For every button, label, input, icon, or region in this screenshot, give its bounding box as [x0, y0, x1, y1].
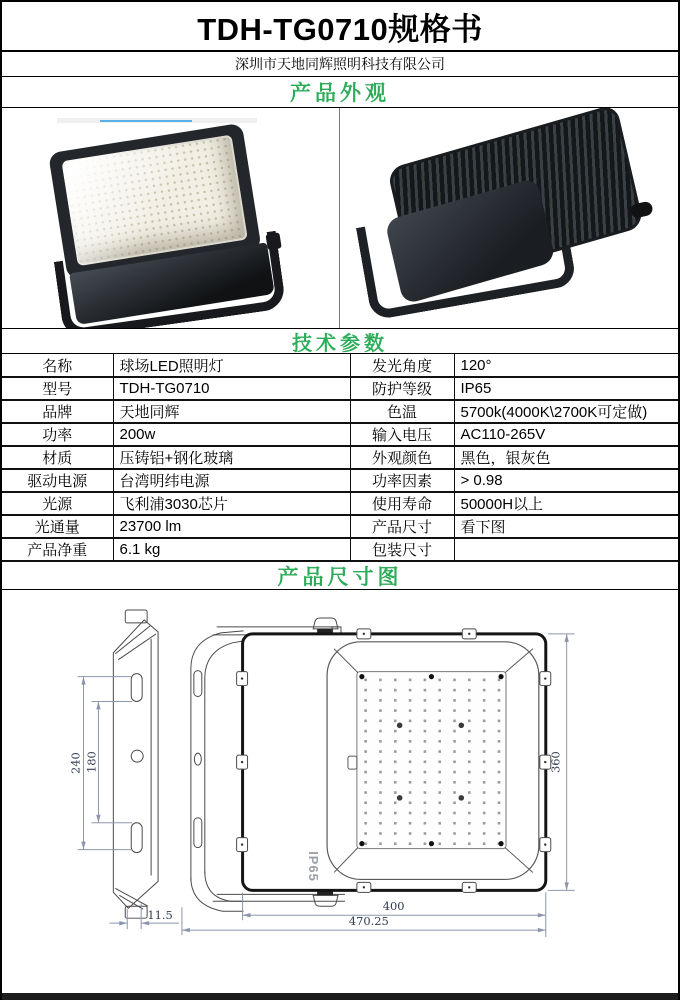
spec-table — [2, 354, 678, 562]
spec-label: 产品净重 — [2, 538, 113, 561]
section-appearance-header — [2, 77, 678, 108]
spec-value: 球场LED照明灯 — [113, 354, 350, 377]
spec-label: 防护等级 — [350, 377, 454, 400]
spec-label: 功率因素 — [350, 469, 454, 492]
floodlight-back-illustration — [352, 108, 673, 328]
spec-label: 驱动电源 — [2, 469, 113, 492]
dim-11-5: 11.5 — [147, 908, 173, 923]
section-specs-label: 技术参数 — [292, 332, 388, 355]
spec-value: 飞利浦3030芯片 — [113, 492, 350, 515]
dim-180: 180 — [84, 751, 99, 774]
spec-value: 压铸铝+钢化玻璃 — [113, 446, 350, 469]
spec-label: 外观颜色 — [350, 446, 454, 469]
bracket-side-view — [113, 610, 158, 918]
spec-value: IP65 — [454, 377, 678, 400]
dim-240: 240 — [68, 752, 83, 775]
front-view-body — [237, 629, 551, 892]
bottom-edge-strip — [0, 993, 680, 1000]
table-row — [2, 515, 678, 538]
section-appearance-label: 产品外观 — [290, 82, 390, 105]
spec-label: 色温 — [350, 400, 454, 423]
spec-value: 黑色，银灰色 — [454, 446, 678, 469]
table-row — [2, 423, 678, 446]
ip65-rotated-label: IP65 — [306, 851, 322, 882]
spec-label: 产品尺寸 — [350, 515, 454, 538]
product-photo-front — [2, 108, 340, 328]
spec-label: 名称 — [2, 354, 113, 377]
spec-value: 23700 lm — [113, 515, 350, 538]
spec-value: TDH-TG0710 — [113, 377, 350, 400]
spec-label: 材质 — [2, 446, 113, 469]
spec-label: 使用寿命 — [350, 492, 454, 515]
table-row — [2, 469, 678, 492]
table-row — [2, 492, 678, 515]
spec-value: 台湾明纬电源 — [113, 469, 350, 492]
spec-label: 品牌 — [2, 400, 113, 423]
dim-360: 360 — [548, 751, 563, 774]
spec-value: 天地同辉 — [113, 400, 350, 423]
section-specs-header — [2, 329, 678, 354]
spec-value: AC110-265V — [454, 423, 678, 446]
photo-artifact-blue-line — [100, 120, 192, 122]
spec-label: 功率 — [2, 423, 113, 446]
product-photo-back — [340, 108, 677, 328]
dimension-diagram — [2, 590, 678, 971]
dim-470-25: 470.25 — [348, 914, 389, 929]
spec-value: 看下图 — [454, 515, 678, 538]
section-dimensions-header — [2, 562, 678, 590]
table-row — [2, 538, 678, 561]
spec-label: 包装尺寸 — [350, 538, 454, 561]
spec-label: 型号 — [2, 377, 113, 400]
dimension-drawing — [2, 590, 678, 971]
spec-value: 120° — [454, 354, 678, 377]
table-row — [2, 354, 678, 377]
spec-label: 输入电压 — [350, 423, 454, 446]
side-knob — [265, 232, 281, 250]
title-row — [2, 2, 678, 52]
spec-label: 光通量 — [2, 515, 113, 538]
table-row — [2, 400, 678, 423]
spec-value: 6.1 kg — [113, 538, 350, 561]
section-dimensions-label: 产品尺寸图 — [277, 565, 403, 589]
floodlight-front-illustration — [47, 113, 283, 328]
spec-label: 光源 — [2, 492, 113, 515]
spec-value: 5700k(4000K\2700K可定做) — [454, 400, 678, 423]
page-title: TDH-TG0710规格书 — [197, 11, 483, 47]
table-row — [2, 377, 678, 400]
spec-value: 200w — [113, 423, 350, 446]
spec-label: 发光角度 — [350, 354, 454, 377]
spec-value: 50000H以上 — [454, 492, 678, 515]
table-row — [2, 446, 678, 469]
dim-400: 400 — [382, 899, 405, 914]
spec-value — [454, 538, 678, 561]
company-name: 深圳市天地同辉照明科技有限公司 — [2, 52, 678, 77]
spec-value: > 0.98 — [454, 469, 678, 492]
product-photos-row — [2, 108, 678, 329]
